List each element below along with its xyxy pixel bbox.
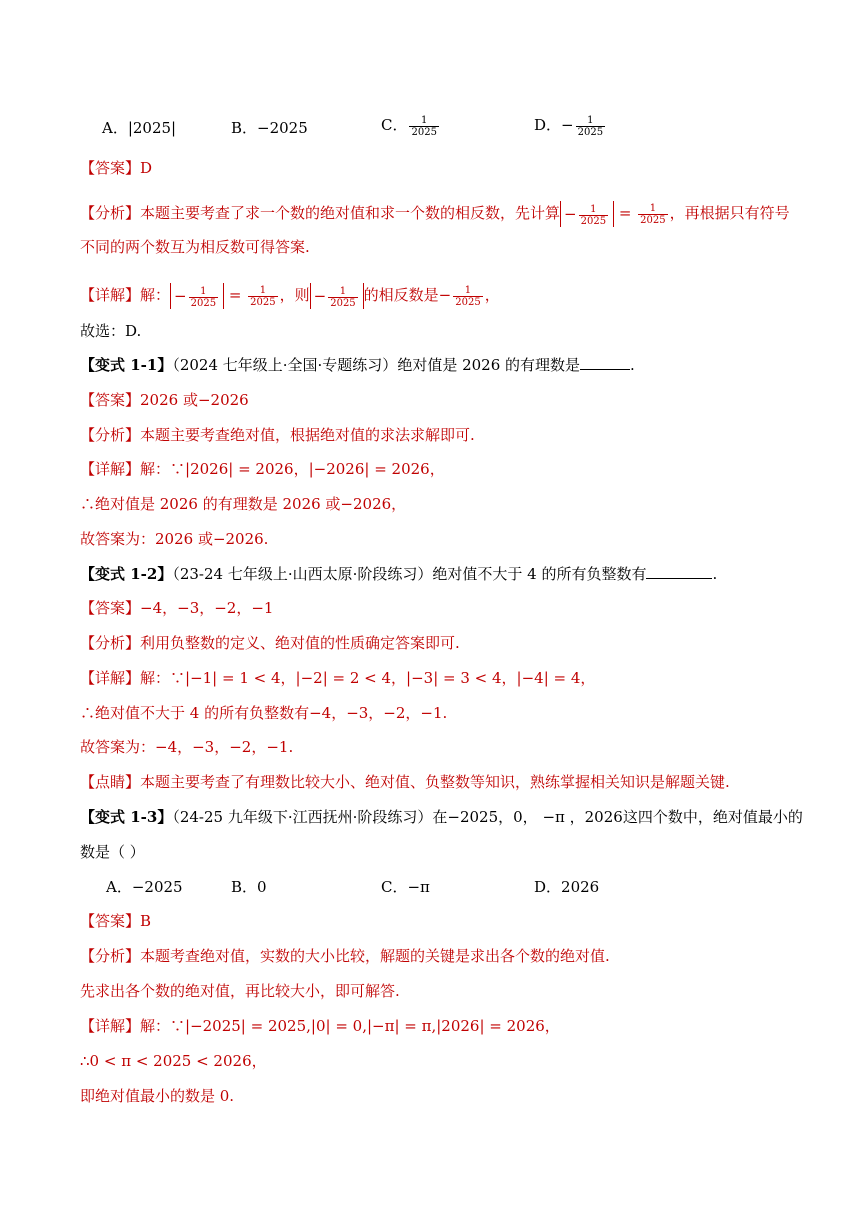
frac-num: 1 [259, 284, 267, 296]
frac-den: 2025 [250, 296, 276, 308]
detail-text-3: 的相反数是− [363, 286, 452, 304]
v1-3-option-d: D．2026 [534, 878, 600, 896]
variant-source: （24-25 九年级下·江西抚州·阶段练习） [172, 808, 433, 826]
variant-source: （23-24 七年级上·山西太原·阶段练习） [172, 565, 433, 583]
frac-den: 2025 [455, 296, 481, 308]
v1-3-detail-1 [80, 1015, 560, 1037]
detail-tag: 【详解】 [80, 286, 141, 304]
v1-3-option-c: C．−π [381, 878, 430, 896]
option-d [534, 114, 607, 138]
variant-question: 绝对值不大于 4 的所有负整数有 [432, 565, 647, 583]
detail-text: 解：∵|−2025| = 2025,|0| = 0,|−π| = π,|2026| = 2026， [140, 1017, 560, 1035]
v1-3-question-2: 数是（ ） [80, 843, 145, 861]
v1-1-detail-1 [80, 458, 445, 480]
analysis-tag: 【分析】 [80, 634, 141, 652]
answer-value: B [140, 912, 152, 930]
frac-num: 1 [464, 284, 472, 296]
frac-den: 2025 [577, 126, 604, 138]
analysis-text: 本题主要考查了求一个数的绝对值和求一个数的相反数，先计算 [140, 204, 561, 222]
v1-3-answer [80, 910, 151, 932]
frac-num: 1 [339, 285, 347, 297]
v1-3-option-b: B．0 [231, 878, 267, 896]
variant-source: （2024 七年级上·全国·专题练习） [172, 356, 398, 374]
detail-tag: 【详解】 [80, 1017, 141, 1035]
v1-1-question [80, 354, 635, 376]
v1-3-detail-2: ∴0 < π < 2025 < 2026， [80, 1052, 267, 1070]
q0-analysis-line1 [80, 199, 790, 227]
frac-num: 1 [590, 203, 597, 215]
variant-tag: 【变式 1-2】 [80, 565, 173, 583]
answer-tag: 【答案】 [80, 391, 141, 409]
abs-expression [560, 201, 614, 227]
analysis-text: 本题考查绝对值，实数的大小比较，解题的关键是求出各个数的绝对值. [140, 947, 610, 965]
neg-sign: − [564, 205, 577, 223]
answer-tag: 【答案】 [80, 599, 141, 617]
neg-sign: − [313, 287, 327, 305]
answer-value: 2026 或−2026 [140, 391, 249, 409]
frac-den: 2025 [580, 215, 607, 227]
option-b: B．−2025 [231, 119, 308, 137]
frac-num: 1 [200, 285, 207, 297]
equals-sign: = [224, 286, 247, 304]
abs-expression [170, 283, 224, 309]
q0-conclusion: 故选：D. [80, 322, 142, 340]
v1-3-question-1 [80, 806, 803, 828]
question-end: . [630, 356, 635, 374]
frac-den: 2025 [640, 214, 666, 226]
detail-text: 解：∵|2026| = 2026，|−2026| = 2026， [140, 460, 445, 478]
frac-num: 1 [587, 114, 594, 126]
v1-3-option-a: A．−2025 [106, 878, 183, 896]
option-c [381, 114, 441, 138]
analysis-tag: 【分析】 [80, 947, 141, 965]
analysis-tag: 【分析】 [80, 204, 141, 222]
detail-text-4: ， [484, 286, 500, 304]
variant-tag: 【变式 1-1】 [80, 356, 173, 374]
v1-3-analysis-1 [80, 945, 610, 967]
v1-2-comment [80, 771, 730, 793]
equals-sign: = [614, 204, 637, 222]
variant-question: 在−2025，0， −π ，2026这四个数中，绝对值最小的 [432, 808, 803, 826]
q0-detail [80, 281, 500, 309]
variant-tag: 【变式 1-3】 [80, 808, 173, 826]
option-c-fraction [409, 115, 438, 138]
answer-tag: 【答案】 [80, 159, 141, 177]
detail-text: 解： [140, 286, 171, 304]
v1-2-detail-1 [80, 667, 595, 689]
comment-tag: 【点睛】 [80, 773, 141, 791]
abs-expression [310, 283, 364, 309]
frac-den: 2025 [330, 297, 356, 309]
option-c-prefix: C． [381, 116, 408, 134]
answer-tag: 【答案】 [80, 912, 141, 930]
answer-blank [646, 578, 712, 579]
frac-den: 2025 [190, 297, 217, 309]
answer-blank [580, 369, 630, 370]
v1-3-detail-3: 即绝对值最小的数是 0. [80, 1087, 235, 1105]
frac-num: 1 [649, 202, 657, 214]
v1-2-question [80, 563, 717, 585]
v1-2-answer [80, 597, 273, 619]
option-d-prefix: D．− [534, 116, 574, 134]
detail-tag: 【详解】 [80, 669, 141, 687]
question-end: . [712, 565, 718, 583]
analysis-text-2: ，再根据只有符号 [669, 204, 790, 222]
analysis-text: 本题主要考查绝对值，根据绝对值的求法求解即可. [140, 426, 475, 444]
q0-analysis-line2: 不同的两个数互为相反数可得答案. [80, 238, 310, 256]
comment-text: 本题主要考查了有理数比较大小、绝对值、负整数等知识，熟练掌握相关知识是解题关键. [140, 773, 730, 791]
frac-den: 2025 [411, 126, 437, 138]
frac-num: 1 [421, 114, 428, 126]
v1-1-detail-2: ∴绝对值是 2026 的有理数是 2026 或−2026， [80, 495, 407, 513]
v1-1-detail-3: 故答案为：2026 或−2026. [80, 530, 269, 548]
v1-2-detail-2: ∴绝对值不大于 4 的所有负整数有−4，−3，−2，−1. [80, 704, 448, 722]
analysis-tag: 【分析】 [80, 426, 141, 444]
detail-text-2: ，则 [279, 286, 310, 304]
v1-3-analysis-2: 先求出各个数的绝对值，再比较大小，即可解答. [80, 982, 400, 1000]
neg-sign: − [174, 287, 187, 305]
answer-value: −4，−3，−2，−1 [140, 599, 274, 617]
option-d-fraction [576, 115, 605, 138]
v1-2-analysis [80, 632, 460, 654]
v1-1-analysis [80, 424, 475, 446]
detail-text: 解：∵|−1| = 1 < 4，|−2| = 2 < 4，|−3| = 3 < 4，|−4| = 4， [140, 669, 596, 687]
detail-tag: 【详解】 [80, 460, 141, 478]
variant-question: 绝对值是 2026 的有理数是 [397, 356, 581, 374]
analysis-text: 利用负整数的定义、绝对值的性质确定答案即可. [140, 634, 460, 652]
v1-1-answer [80, 389, 249, 411]
q0-answer [80, 157, 152, 179]
option-a: A．|2025| [102, 119, 177, 137]
answer-value: D [140, 159, 153, 177]
v1-2-detail-3: 故答案为：−4，−3，−2，−1. [80, 738, 294, 756]
